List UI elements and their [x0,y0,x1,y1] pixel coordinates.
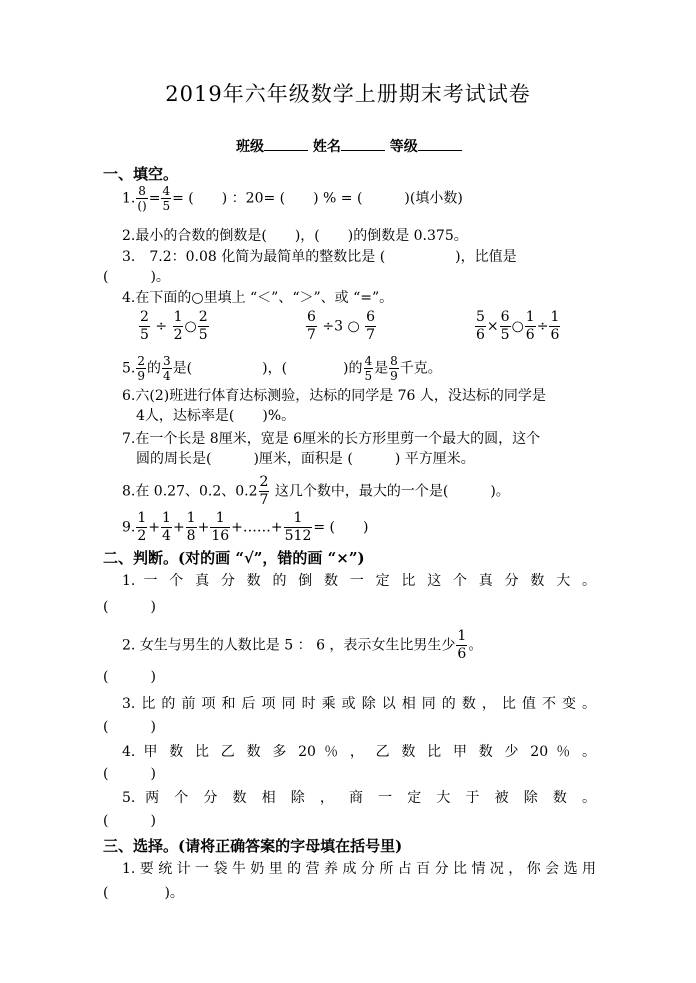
judge-answer-paren[interactable]: ( ) [103,766,156,782]
q-number: 1. [122,190,136,207]
judge-question-4: 4. 甲 数 比 乙 数 多 20 ％ ， 乙 数 比 甲 数 少 20 ％ 。 [122,744,596,760]
compare-circle[interactable]: ○ [511,318,524,335]
judge-question-5: 5. 两 个 分 数 相 除 ， 商 一 定 大 于 被 除 数 。 [122,790,596,806]
class-label: 班级 [236,139,264,155]
compare-item-c: $\frac{5}{6}$ × $\frac{6}{5}$ ○ $\frac{1}{6}$ ÷ $\frac{1}{6}$ [476,309,560,343]
page-title: 2019年六年级数学上册期末考试试卷 [165,82,531,106]
name-blank [341,138,385,151]
judge-question-3: 3.比的前项和后项同时乘或除以相同的数，比值不变。 [122,696,596,712]
section-heading-choice: 三、选择。(请将正确答案的字母填在括号里) [103,837,403,855]
grade-blank [418,138,462,151]
fraction: $\frac{4}{5}$ [162,184,171,213]
compare-item-b: $\frac{6}{7}$ ÷3 ○ $\frac{6}{7}$ [307,309,376,343]
fill-question-3: 3. 7.2：0.08 化简为最简单的整数比是 ( )，比值是 [122,249,517,265]
fill-question-1: 1. $\frac{8}{()}$ = $\frac{4}{5}$ = ( ) ：20= ( ) % = ( )(填小数) [122,184,463,213]
grade-label: 等级 [389,139,418,155]
judge-answer-paren[interactable]: ( ) [103,813,156,829]
name-label: 姓名 [312,139,341,155]
fill-question-3-cont: ( )。 [103,269,170,285]
judge-answer-paren[interactable]: ( ) [103,599,156,615]
judge-question-1: 1. 一 个 真 分 数 的 倒 数 一 定 比 这 个 真 分 数 大 。 [122,573,596,589]
fill-question-8: 8.在 0.27、0.2、0.2 $\frac{2}{7}$ 这几个数中，最大的一个是( )。 [122,474,510,508]
compare-circle[interactable]: ○ [184,318,197,335]
fill-question-2: 2.最小的合数的倒数是( )，( )的倒数是 0.375。 [122,228,468,244]
class-blank [264,138,308,151]
judge-answer-paren[interactable]: ( ) [103,719,156,735]
choice-question-1: 1.要统计一袋牛奶里的营养成分所占百分比情况，你会选用 [122,861,596,877]
fill-question-7-cont: 圆的周长是( )厘米，面积是 ( ) 平方厘米。 [136,451,475,467]
fill-question-4: 4.在下面的○里填上 “＜”、“＞”、或 “=”。 [122,290,394,306]
student-info [236,136,462,156]
section-heading-fill: 一、填空。 [103,165,179,183]
judge-question-2: 2. 女生与男生的人数比是 5 ： 6 ，表示女生比男生少 $\frac{1}{6}$ 。 [122,628,483,662]
fill-question-7: 7.在一个长是 8厘米，宽是 6厘米的长方形里剪一个最大的圆，这个 [122,431,541,447]
compare-item-a: $\frac{2}{5}$ ÷ $\frac{1}{2}$ ○ $\frac{2}{5}$ [140,309,208,343]
choice-question-1-cont[interactable]: ( )。 [103,885,184,901]
fraction: $\frac{8}{()}$ [137,184,147,213]
section-heading-judge: 二、判断。(对的画 “√”，错的画 “×”) [103,549,365,567]
fill-question-6-cont: 4人，达标率是( )%。 [136,408,296,424]
fill-question-6: 6.六(2)班进行体育达标测验，达标的同学是 76 人，没达标的同学是 [122,388,546,404]
judge-answer-paren[interactable]: ( ) [103,669,156,685]
fill-question-5: 5. $\frac{2}{9}$ 的 $\frac{3}{4}$ 是( )，( )的 $\frac{4}{5}$ 是 $\frac{8}{9}$ 千克。 [122,354,442,383]
fill-question-9: 9. $\frac{1}{2}$ + $\frac{1}{4}$ + $\frac{1}{8}$ + $\frac{1}{16}$ +……+ $\frac{1}{512}$ = ( ) [122,510,369,544]
compare-circle[interactable]: ÷3 ○ [322,318,360,335]
